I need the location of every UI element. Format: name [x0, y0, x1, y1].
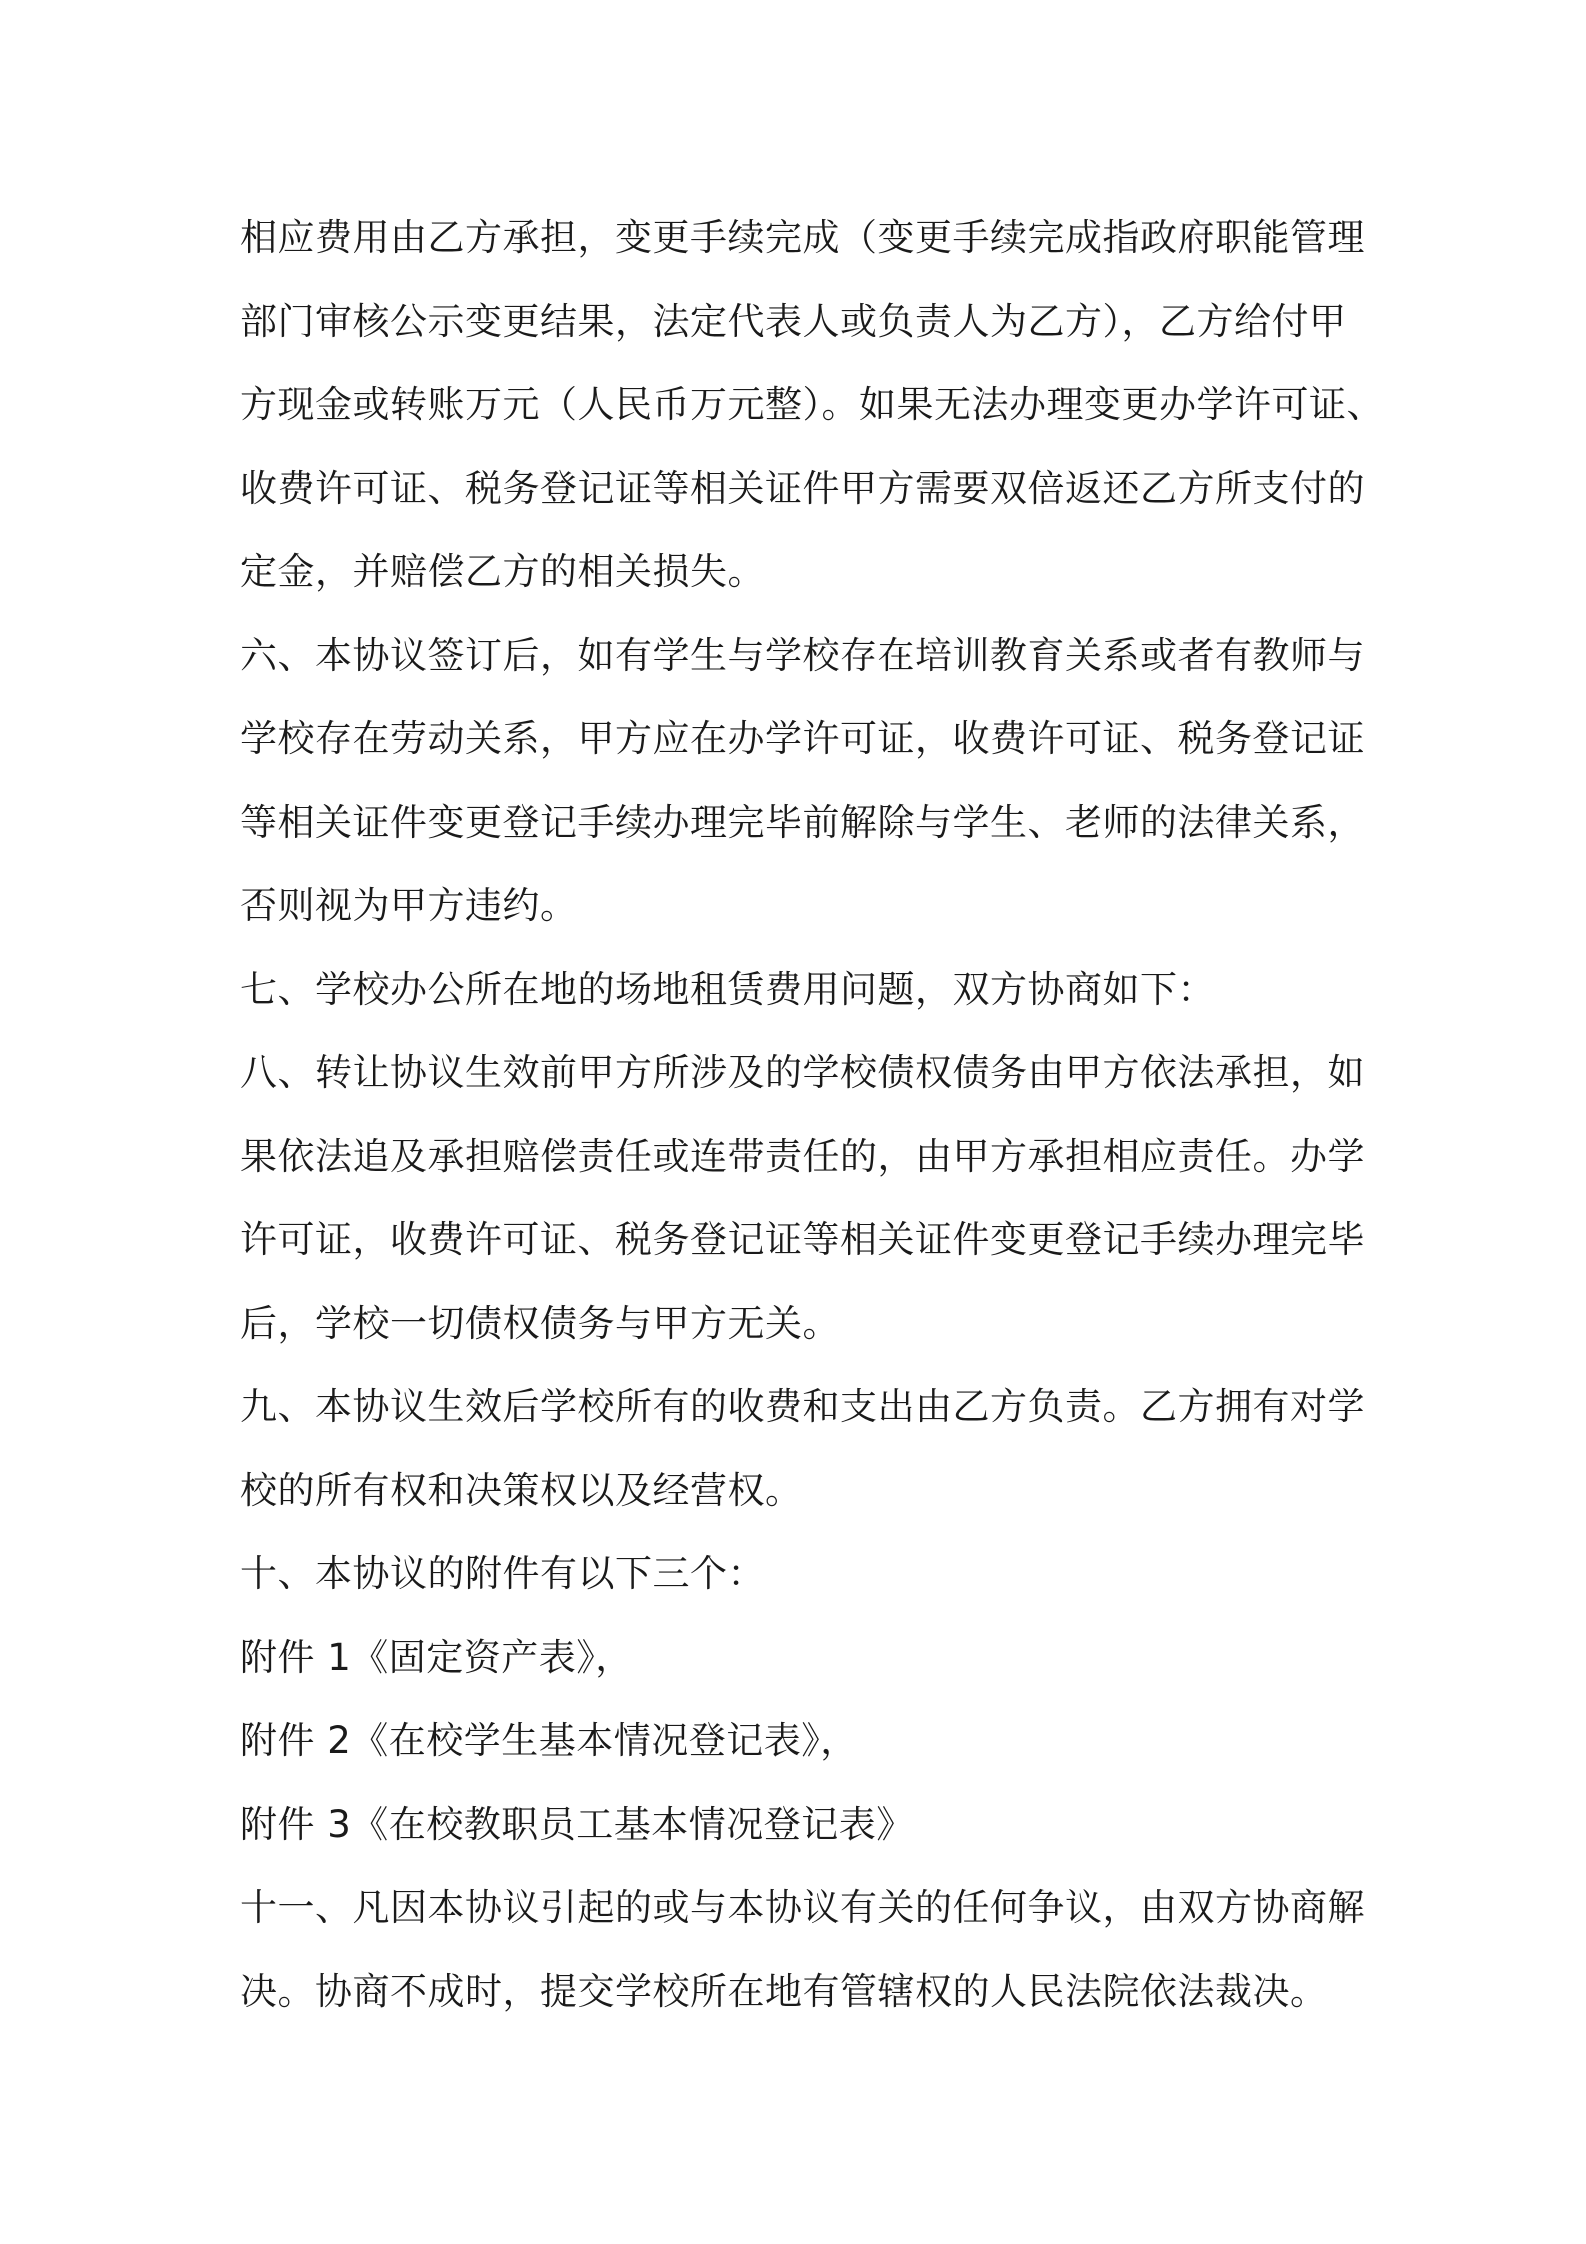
clause-9-line: 九、本协议生效后学校所有的收费和支出由乙方负责。乙方拥有对学 — [240, 1385, 1365, 1428]
attachment-3-line: 附件 3《在校教职员工基本情况登记表》 — [240, 1802, 914, 1846]
clause-6-line: 六、本协议签订后，如有学生与学校存在培训教育关系或者有教师与 — [240, 633, 1365, 677]
clause-8-line: 八、转让协议生效前甲方所涉及的学校债权债务由甲方依法承担，如 — [240, 1051, 1365, 1094]
text-line: 等相关证件变更登记手续办理完毕前解除与学生、老师的法律关系， — [240, 800, 1365, 844]
text-line: 否则视为甲方违约。 — [240, 884, 578, 927]
attachment-1-line: 附件 1《固定资产表》， — [240, 1635, 633, 1679]
text-line: 许可证，收费许可证、税务登记证等相关证件变更登记手续办理完毕 — [240, 1218, 1365, 1261]
text-line: 相应费用由乙方承担，变更手续完成（变更手续完成指政府职能管理 — [240, 216, 1365, 259]
clause-10-line: 十、本协议的附件有以下三个： — [240, 1552, 765, 1595]
attachment-2-line: 附件 2《在校学生基本情况登记表》， — [240, 1719, 858, 1762]
document-body — [240, 196, 1384, 2033]
text-line: 学校存在劳动关系，甲方应在办学许可证，收费许可证、税务登记证 — [240, 717, 1365, 760]
text-line: 定金，并赔偿乙方的相关损失。 — [240, 550, 765, 593]
text-line: 收费许可证、税务登记证等相关证件甲方需要双倍返还乙方所支付的 — [240, 466, 1365, 510]
text-line: 部门审核公示变更结果，法定代表人或负责人为乙方），乙方给付甲 — [240, 299, 1347, 343]
text-line: 决。协商不成时，提交学校所在地有管辖权的人民法院依法裁决。 — [240, 1969, 1328, 2013]
clause-11-line: 十一、凡因本协议引起的或与本协议有关的任何争议，由双方协商解 — [240, 1886, 1365, 1929]
clause-7-line: 七、学校办公所在地的场地租赁费用问题，双方协商如下： — [240, 967, 1215, 1011]
text-line: 方现金或转账万元（人民币万元整）。如果无法办理变更办学许可证、 — [240, 383, 1384, 426]
text-line: 校的所有权和决策权以及经营权。 — [240, 1468, 803, 1512]
text-line: 后，学校一切债权债务与甲方无关。 — [240, 1301, 840, 1345]
text-line: 果依法追及承担赔偿责任或连带责任的，由甲方承担相应责任。办学 — [240, 1134, 1365, 1178]
